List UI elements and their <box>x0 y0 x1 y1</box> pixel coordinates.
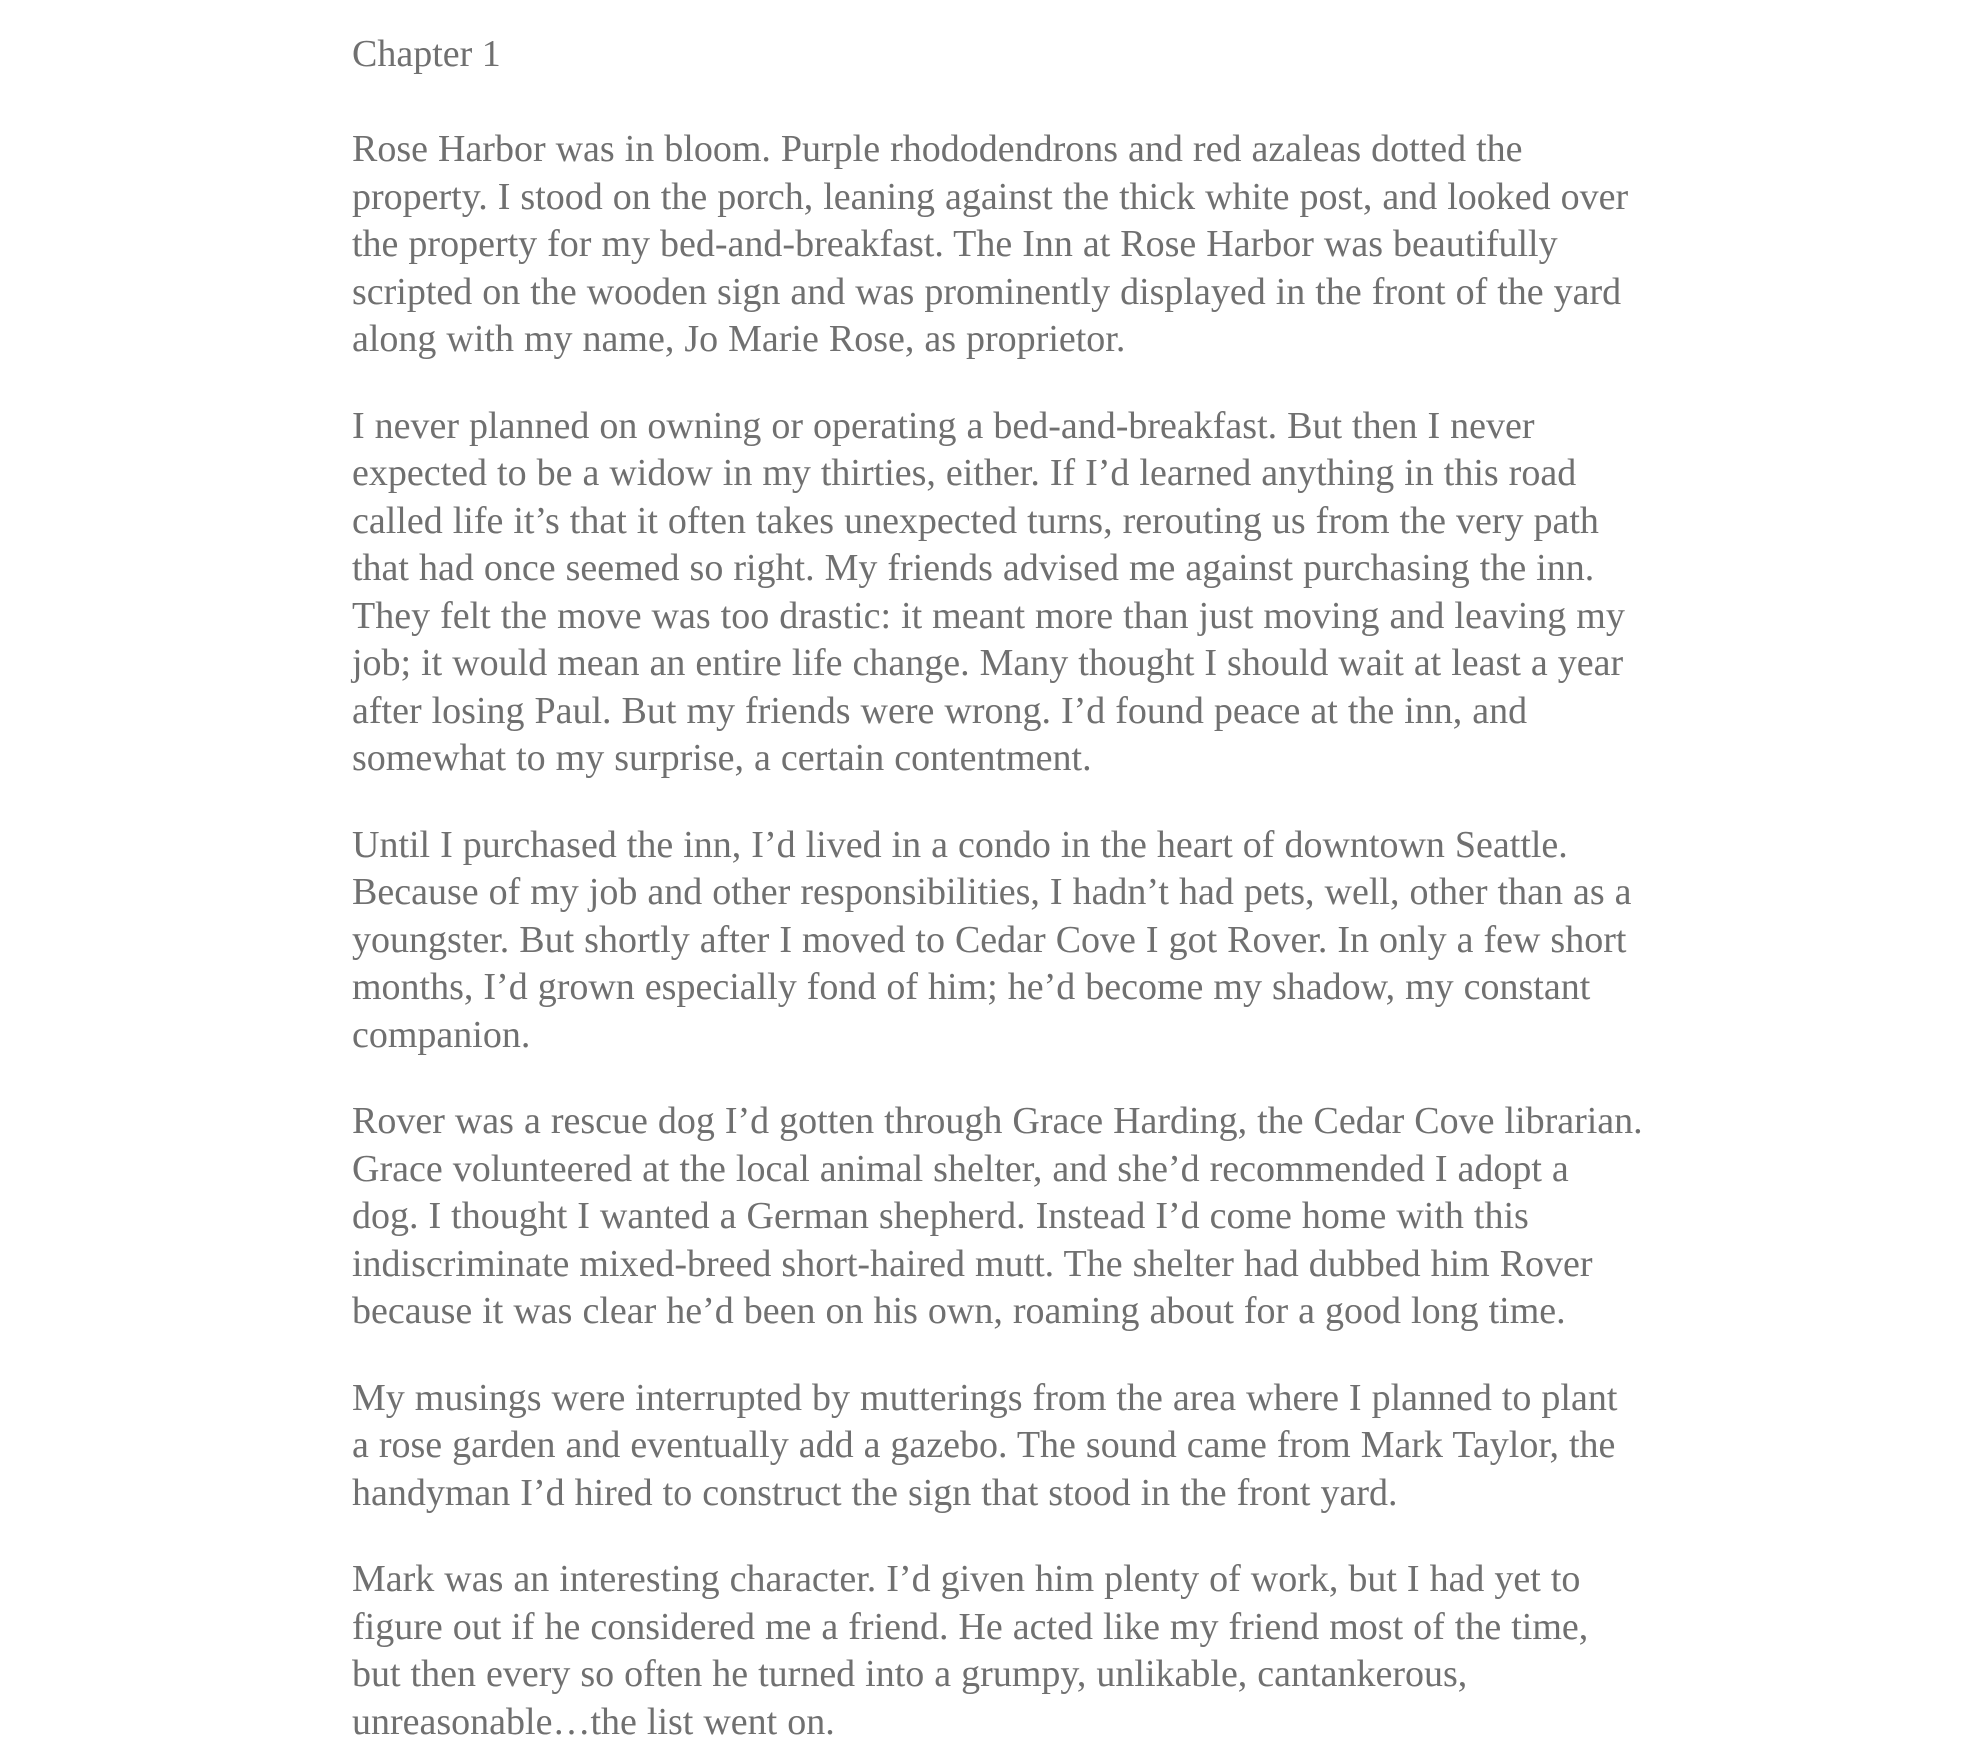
paragraph-2: I never planned on owning or operating a bed-and-breakfast. But then I never expected to be a widow in my thirties, either. If I’d learned anything in this road called life it’s that it often takes unexpected turns, rerouting us from the very path that had once seemed so right. My friends advised me against purchasing the inn. They felt the move was too drastic: it meant more than just moving and leaving my job; it would mean an entire life change. Many thought I should wait at least a year after losing Paul. But my friends were wrong. I’d found peace at the inn, and somewhat to my surprise, a certain contentment. <box>352 404 1625 779</box>
paragraph-1: Rose Harbor was in bloom. Purple rhododendrons and red azaleas dotted the property. I stood on the porch, leaning against the thick white post, and looked over the property for my bed-and-breakfast. The Inn at Rose Harbor was beautifully scripted on the wooden sign and was prominently displayed in the front of the yard along with my name, Jo Marie Rose, as proprietor. <box>352 128 1629 360</box>
paragraph-4: Rover was a rescue dog I’d gotten through Grace Harding, the Cedar Cove librarian. Grace volunteered at the local animal shelter, and she’d recommended I adopt a dog. I thought I wanted a German shepherd. Instead I’d come home with this indiscriminate mixed-breed short-haired mutt. The shelter had dubbed him Rover because it was clear he’d been on his own, roaming about for a good long time. <box>352 1100 1643 1332</box>
paragraph-3: Until I purchased the inn, I’d lived in a condo in the heart of downtown Seattle. Because of my job and other responsibilities, I hadn’t had pets, well, other than as a youngster. But shortly after I moved to Cedar Cove I got Rover. In only a few short months, I’d grown especially fond of him; he’d become my shadow, my constant companion. <box>352 823 1632 1056</box>
paragraph-5: My musings were interrupted by mutterings from the area where I planned to plant a rose garden and eventually add a gazebo. The sound came from Mark Taylor, the handyman I’d hired to construct the sign that stood in the front yard. <box>352 1376 1618 1514</box>
paragraph-6: Mark was an interesting character. I’d given him plenty of work, but I had yet to figure out if he considered me a friend. He acted like my friend most of the time, but then every so often he turned into a grumpy, unlikable, cantankerous, unreasonable…the list went on. <box>352 1558 1589 1743</box>
chapter-heading: Chapter 1 <box>352 33 501 75</box>
